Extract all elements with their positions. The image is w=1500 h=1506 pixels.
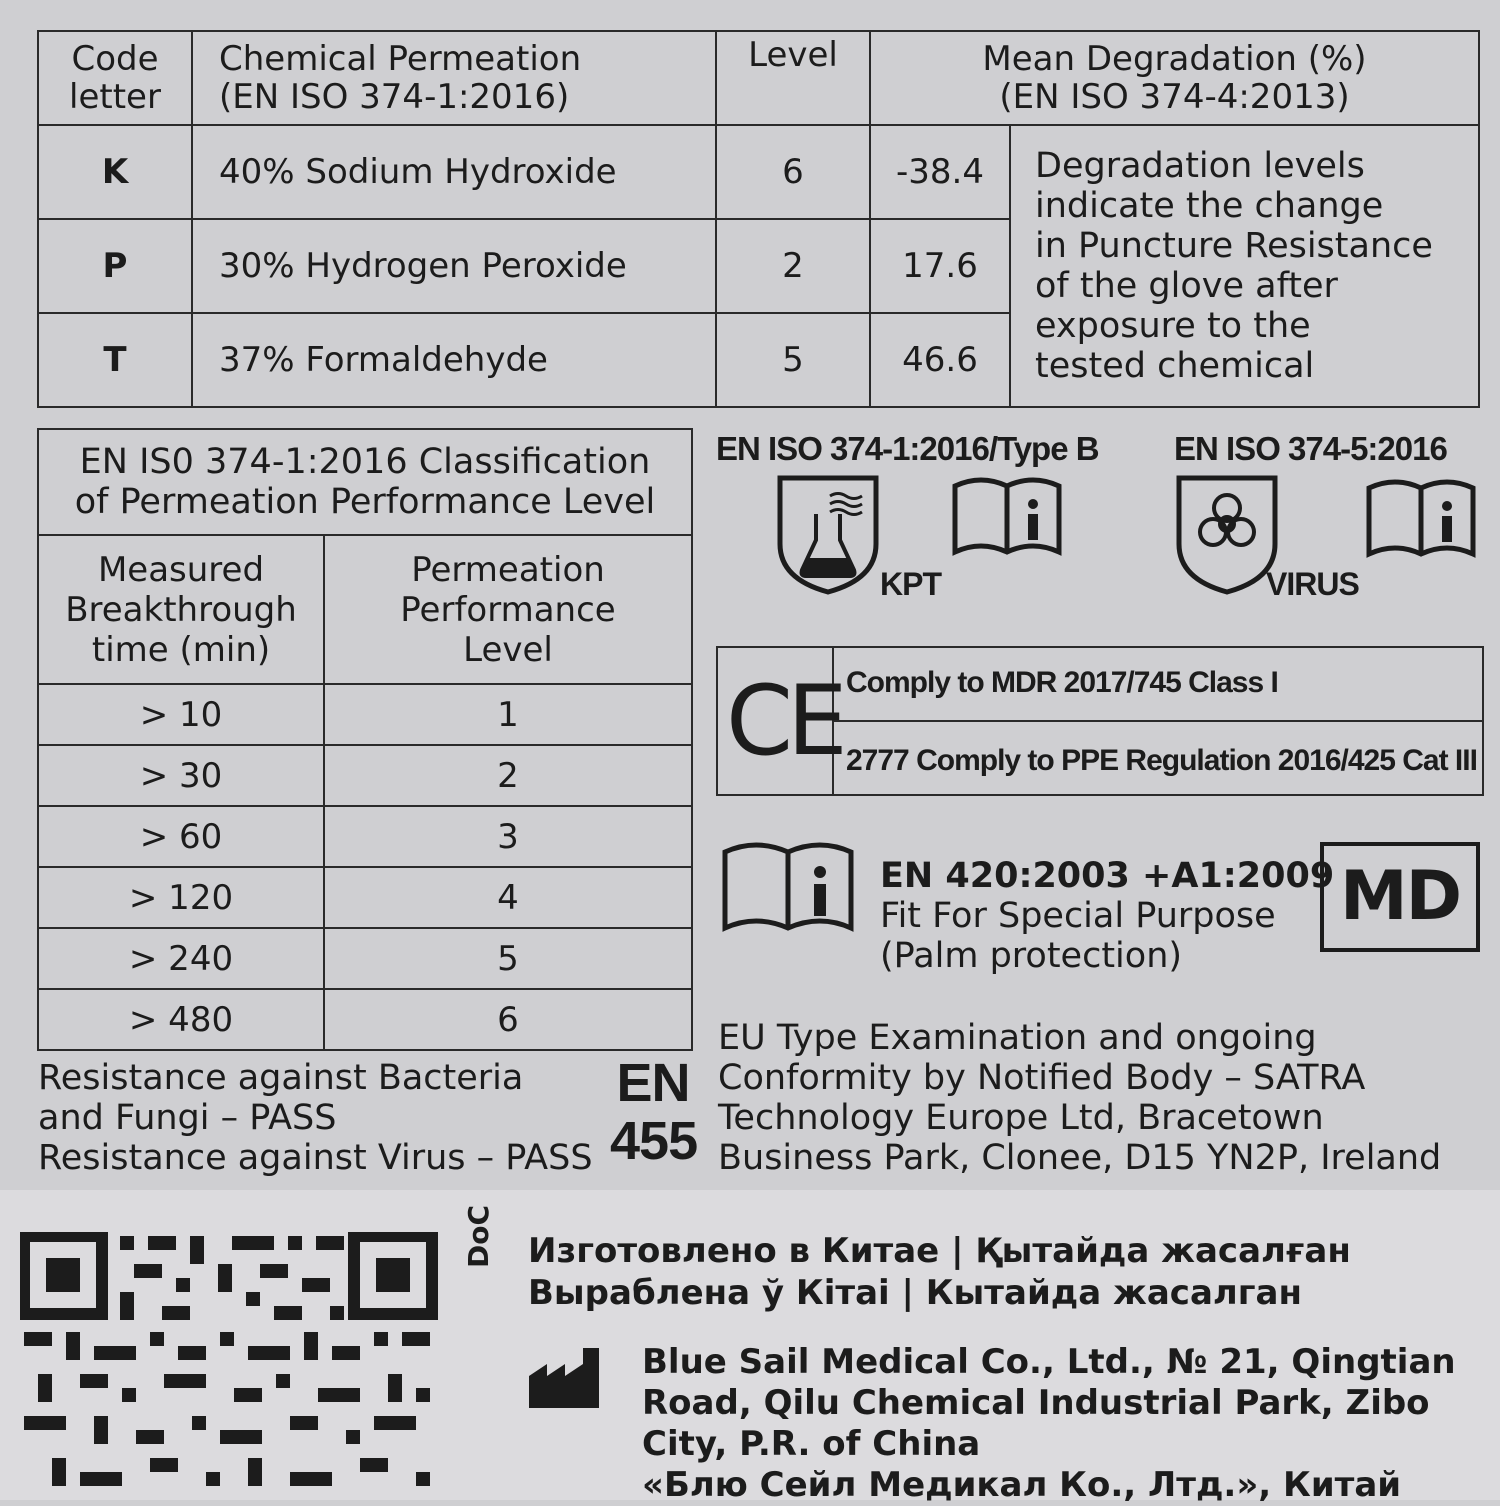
header-performance-level	[324, 535, 692, 684]
header-line: Level	[463, 629, 553, 670]
classification-title-line2: of Permeation Performance Level	[74, 482, 656, 522]
row-code: K	[38, 125, 192, 219]
classification-table	[37, 428, 693, 1051]
notified-body-line: Conformity by Notified Body – SATRA	[718, 1058, 1366, 1098]
breakthrough-time: > 10	[38, 684, 324, 745]
table-row	[38, 867, 692, 928]
breakthrough-time: > 30	[38, 745, 324, 806]
performance-level: 6	[324, 989, 692, 1050]
classification-header-row	[38, 535, 692, 684]
en420-block	[880, 856, 1334, 976]
note-line: Degradation levels	[1035, 146, 1365, 186]
table-row	[38, 928, 692, 989]
virus-standard-title: EN ISO 374-5:2016	[1174, 430, 1447, 467]
manufacturer-line: Road, Qilu Chemical Industrial Park, Zibo	[642, 1383, 1430, 1423]
virus-code: VIRUS	[1266, 566, 1359, 602]
performance-level: 4	[324, 867, 692, 928]
header-degradation	[870, 31, 1479, 125]
biohazard-shield-icon	[1175, 474, 1279, 596]
resistance-line: Resistance against Virus – PASS	[38, 1138, 593, 1178]
classification-title-row	[38, 429, 692, 535]
note-line: exposure to the	[1035, 306, 1311, 346]
notified-body-block	[718, 1018, 1441, 1178]
en455-badge	[610, 1054, 696, 1170]
row-degradation: 17.6	[870, 219, 1010, 313]
info-book-icon	[951, 476, 1063, 558]
header-chemical-line2: (EN ISO 374-1:2016)	[219, 77, 570, 117]
header-breakthrough-time	[38, 535, 324, 684]
table-row	[38, 745, 692, 806]
chemical-shield-icon	[776, 474, 880, 596]
qr-code[interactable]	[20, 1232, 442, 1500]
row-code: T	[38, 313, 192, 407]
doc-label: DoC	[462, 1204, 495, 1268]
md-badge: MD	[1320, 842, 1480, 952]
certification-box	[716, 646, 1484, 796]
table-row	[38, 125, 1479, 219]
info-book-icon	[1365, 478, 1477, 560]
manufacturer-block	[642, 1342, 1456, 1506]
performance-level: 3	[324, 806, 692, 867]
classification-title-line1: EN IS0 374-1:2016 Classification	[79, 442, 651, 482]
breakthrough-time: > 60	[38, 806, 324, 867]
table-row	[38, 806, 692, 867]
table-row	[38, 684, 692, 745]
permeation-table-header	[38, 31, 1479, 125]
breakthrough-time: > 120	[38, 867, 324, 928]
performance-level: 2	[324, 745, 692, 806]
resistance-line: Resistance against Bacteria	[38, 1058, 524, 1098]
header-degradation-line2: (EN ISO 374-4:2013)	[999, 77, 1350, 117]
row-chemical: 37% Formaldehyde	[192, 313, 716, 407]
mdr-compliance-text: Comply to MDR 2017/745 Class I	[846, 666, 1278, 699]
row-level: 6	[716, 125, 870, 219]
header-line: Permeation	[411, 549, 605, 590]
header-line: Measured	[97, 549, 265, 590]
row-chemical: 40% Sodium Hydroxide	[192, 125, 716, 219]
ce-mark-text: CE	[726, 665, 842, 777]
row-level: 2	[716, 219, 870, 313]
en420-standard: EN 420:2003 +A1:2009	[880, 856, 1335, 896]
en455-number: 455	[610, 1111, 698, 1171]
en420-purpose: Fit For Special Purpose	[880, 896, 1276, 936]
breakthrough-time: > 240	[38, 928, 324, 989]
permeation-table	[37, 30, 1480, 408]
row-level: 5	[716, 313, 870, 407]
note-line: of the glove after	[1035, 266, 1338, 306]
resistance-line: and Fungi – PASS	[38, 1098, 337, 1138]
certification-ppe	[834, 722, 1482, 794]
origin-line: Выраблена ў Кітаі | Кытайда жасалган	[528, 1273, 1302, 1313]
en420-protection: (Palm protection)	[880, 936, 1183, 976]
header-code-line2: letter	[69, 77, 161, 117]
en455-label: EN	[616, 1053, 690, 1113]
row-degradation: 46.6	[870, 313, 1010, 407]
note-line: tested chemical	[1035, 346, 1315, 386]
row-code: P	[38, 219, 192, 313]
header-level: Level	[716, 31, 870, 125]
row-degradation: -38.4	[870, 125, 1010, 219]
resistance-block	[38, 1058, 593, 1178]
header-code-line1: Code	[71, 39, 159, 79]
manufacturer-factory-icon	[527, 1346, 607, 1410]
notified-body-line: EU Type Examination and ongoing	[718, 1018, 1317, 1058]
type-b-code: KPT	[880, 566, 941, 602]
manufacturer-line: Blue Sail Medical Co., Ltd., № 21, Qingtian	[642, 1342, 1456, 1382]
notified-body-line: Business Park, Clonee, D15 YN2P, Ireland	[718, 1138, 1442, 1178]
header-line: Performance	[400, 589, 616, 630]
manufacturer-line: «Блю Сейл Медикал Ко., Лтд.», Китай	[642, 1465, 1402, 1505]
classification-title	[38, 429, 692, 535]
performance-level: 5	[324, 928, 692, 989]
breakthrough-time: > 480	[38, 989, 324, 1050]
certification-mdr	[834, 648, 1482, 722]
ppe-compliance-text: 2777 Comply to PPE Regulation 2016/425 Cat III	[846, 744, 1477, 777]
type-b-standard-title: EN ISO 374-1:2016/Type B	[716, 430, 1099, 467]
row-chemical: 30% Hydrogen Peroxide	[192, 219, 716, 313]
note-line: in Puncture Resistance	[1035, 226, 1433, 266]
manufacturer-line: City, P.R. of China	[642, 1424, 981, 1464]
header-chemical	[192, 31, 716, 125]
header-line: Breakthrough	[65, 589, 297, 630]
header-chemical-line1: Chemical Permeation	[219, 39, 582, 79]
origin-block	[528, 1230, 1351, 1314]
info-book-icon	[721, 840, 855, 936]
ce-mark	[718, 648, 842, 794]
performance-level: 1	[324, 684, 692, 745]
header-line: time (min)	[91, 629, 271, 670]
degradation-note	[1010, 125, 1479, 407]
note-line: indicate the change	[1035, 186, 1384, 226]
origin-line: Изготовлено в Китае | Қытайда жасалған	[528, 1231, 1351, 1271]
header-degradation-line1: Mean Degradation (%)	[982, 39, 1367, 79]
header-code-letter	[38, 31, 192, 125]
table-row	[38, 989, 692, 1050]
notified-body-line: Technology Europe Ltd, Bracetown	[718, 1098, 1324, 1138]
